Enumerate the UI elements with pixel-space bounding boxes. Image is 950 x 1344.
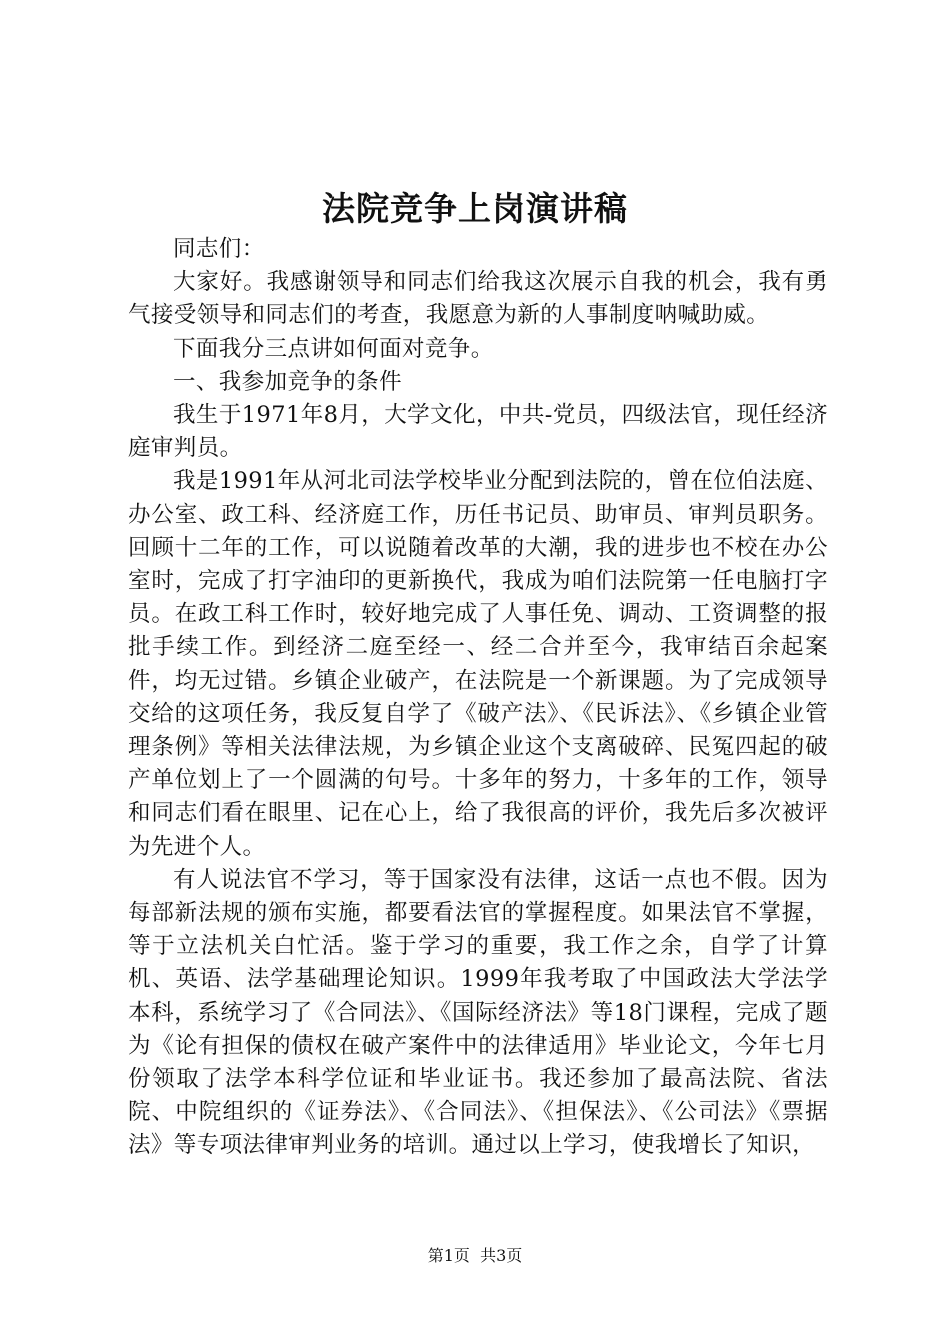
page-footer <box>0 1245 950 1267</box>
outline-paragraph: 下面我分三点讲如何面对竞争。 <box>173 335 494 362</box>
study-paragraph: 有人说法官不学习，等于国家没有法律，这话一点也不假。因为每部新法规的颁布实施，都要看法官的掌握程度。如果法官不掌握，等于立法机关白忙活。鉴于学习的重要，我工作之余，自学了计算机、英语、法学基础理论知识。1999年我考取了中国政法大学法学本科，系统学习了《合同法》、《国际经济法》等18门课程，完成了题为《论有担保的债权在破产案件中的法律适用》毕业论文，今年七月份领取了法学本科学位证和毕业证书。我还参加了最高法院、省法院、中院组织的《证券法》、《合同法》、《担保法》、《公司法》《票据法》等专项法律审判业务的培训。通过以上学习，使我增长了知识， <box>128 866 828 1159</box>
document-body <box>128 233 828 1163</box>
document-title: 法院竞争上岗演讲稿 <box>322 189 628 228</box>
section-heading: 一、我参加竞争的条件 <box>173 368 403 395</box>
greeting-paragraph: 大家好。我感谢领导和同志们给我这次展示自我的机会，我有勇气接受领导和同志们的考查，我愿意为新的人事制度呐喊助威。 <box>128 269 828 329</box>
salutation-paragraph: 同志们： <box>173 236 265 262</box>
career-paragraph: 我是1991年从河北司法学校毕业分配到法院的，曾在位伯法庭、办公室、政工科、经济庭工作，历任书记员、助审员、审判员职务。回顾十二年的工作，可以说随着改革的大潮，我的进步也不校在办公室时，完成了打字油印的更新换代，我成为咱们法院第一任电脑打字员。在政工科工作时，较好地完成了人事任免、调动、工资调整的报批手续工作。到经济二庭至经一、经二合并至今，我审结百余起案件，均无过错。乡镇企业破产，在法院是一个新课题。为了完成领导交给的这项任务，我反复自学了《破产法》、《民诉法》、《乡镇企业管理条例》等相关法律法规，为乡镇企业这个支离破碎、民冤四起的破产单位划上了一个圆满的句号。十多年的努力，十多年的工作，领导和同志们看在眼里、记在心上，给了我很高的评价，我先后多次被评为先进个人。 <box>128 468 828 860</box>
footer-gap <box>470 1246 480 1265</box>
biography-paragraph: 我生于1971年8月，大学文化，中共-党员，四级法官，现任经济庭审判员。 <box>128 402 828 462</box>
page-total: 共3页 <box>480 1246 523 1265</box>
page-number: 第1页 <box>427 1246 470 1265</box>
